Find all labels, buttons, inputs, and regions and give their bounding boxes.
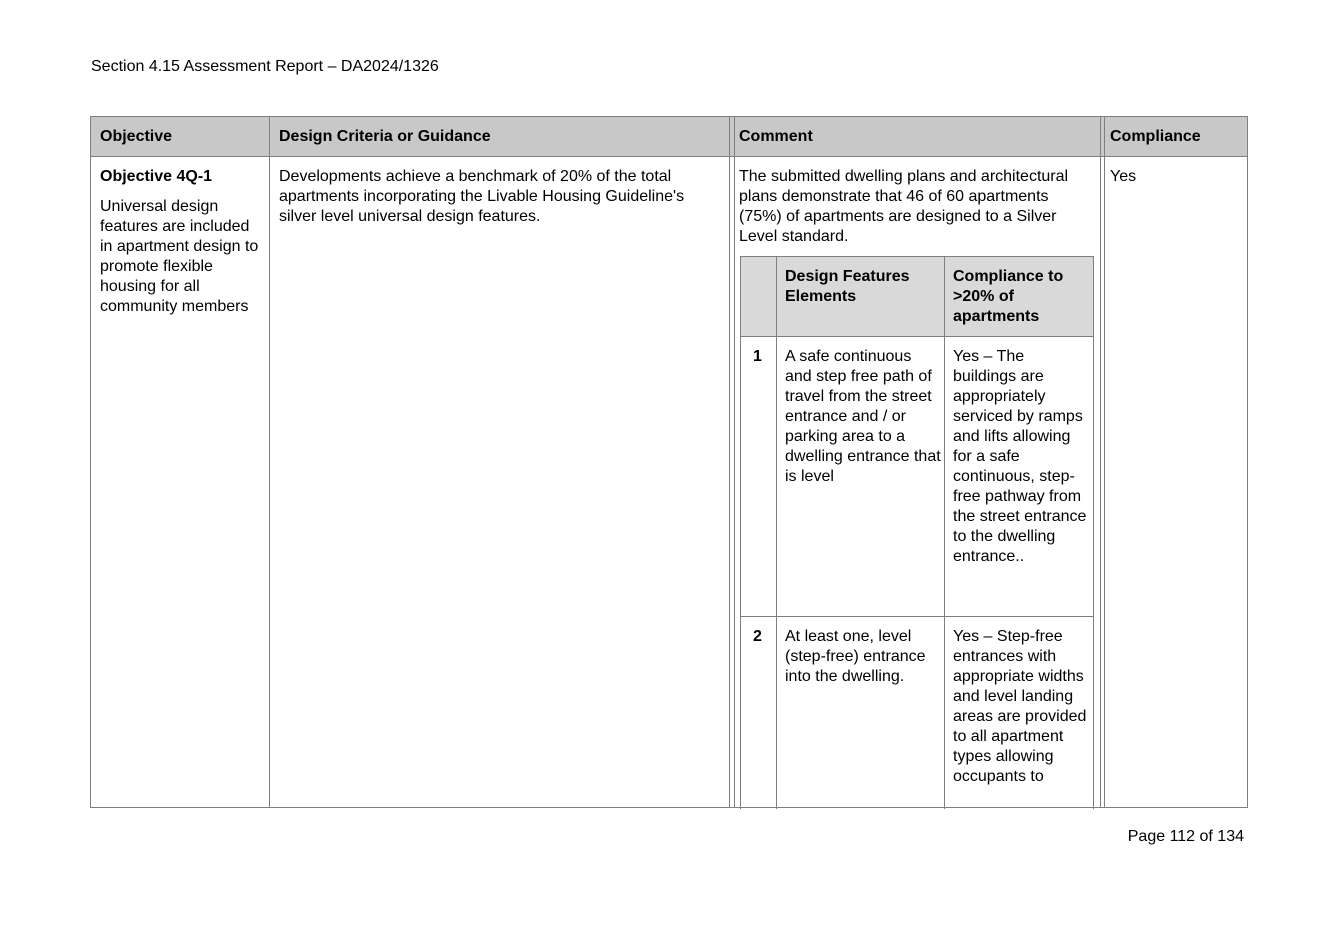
table-header-row xyxy=(91,117,1247,157)
feature-element: A safe continuous and step free path of travel from the street entrance and / or parking area to a dwelling entrance that is level xyxy=(785,348,941,485)
row-number: 2 xyxy=(753,628,762,645)
inner-column-divider xyxy=(944,257,945,809)
column-divider xyxy=(729,117,730,807)
header-criteria: Design Criteria or Guidance xyxy=(279,128,491,145)
column-divider xyxy=(734,117,735,807)
column-divider xyxy=(1104,117,1105,807)
feature-compliance: Yes – Step-free entrances with appropriate widths and level landing areas are provided to all apartment types allowing occupants to xyxy=(953,628,1087,785)
inner-header-compliance: Compliance to >20% of apartments xyxy=(953,268,1064,325)
criteria-text: Developments achieve a benchmark of 20% of the total apartments incorporating the Livable Housing Guideline's silver level universal design features. xyxy=(279,168,685,225)
header-objective: Objective xyxy=(100,128,173,145)
feature-compliance: Yes – The buildings are appropriately serviced by ramps and lifts allowing for a safe continuous, step-free pathway from the street entrance to the dwelling entrance.. xyxy=(953,348,1087,565)
design-features-table xyxy=(740,256,1094,809)
inner-column-divider xyxy=(776,257,777,809)
objective-title: Objective 4Q-1 xyxy=(100,168,213,185)
inner-header-elements: Design Features Elements xyxy=(785,268,910,305)
header-comment: Comment xyxy=(739,128,813,145)
feature-element: At least one, level (step-free) entrance into the dwelling. xyxy=(785,628,926,685)
page-number: Page 112 of 134 xyxy=(1127,828,1244,845)
comment-text: The submitted dwelling plans and architectural plans demonstrate that 46 of 60 apartments (75%) of apartments are designed to a Silver Level standard. xyxy=(739,168,1069,245)
row-number: 1 xyxy=(753,348,762,365)
inner-row-divider xyxy=(741,616,1093,617)
header-compliance: Compliance xyxy=(1110,128,1201,145)
compliance-value: Yes xyxy=(1110,168,1137,185)
assessment-table xyxy=(90,116,1248,808)
objective-text: Universal design features are included in apartment design to promote flexible housing for all community members xyxy=(100,198,259,315)
document-header: Section 4.15 Assessment Report – DA2024/1326 xyxy=(91,58,439,75)
column-divider xyxy=(269,117,270,807)
column-divider xyxy=(1100,117,1101,807)
